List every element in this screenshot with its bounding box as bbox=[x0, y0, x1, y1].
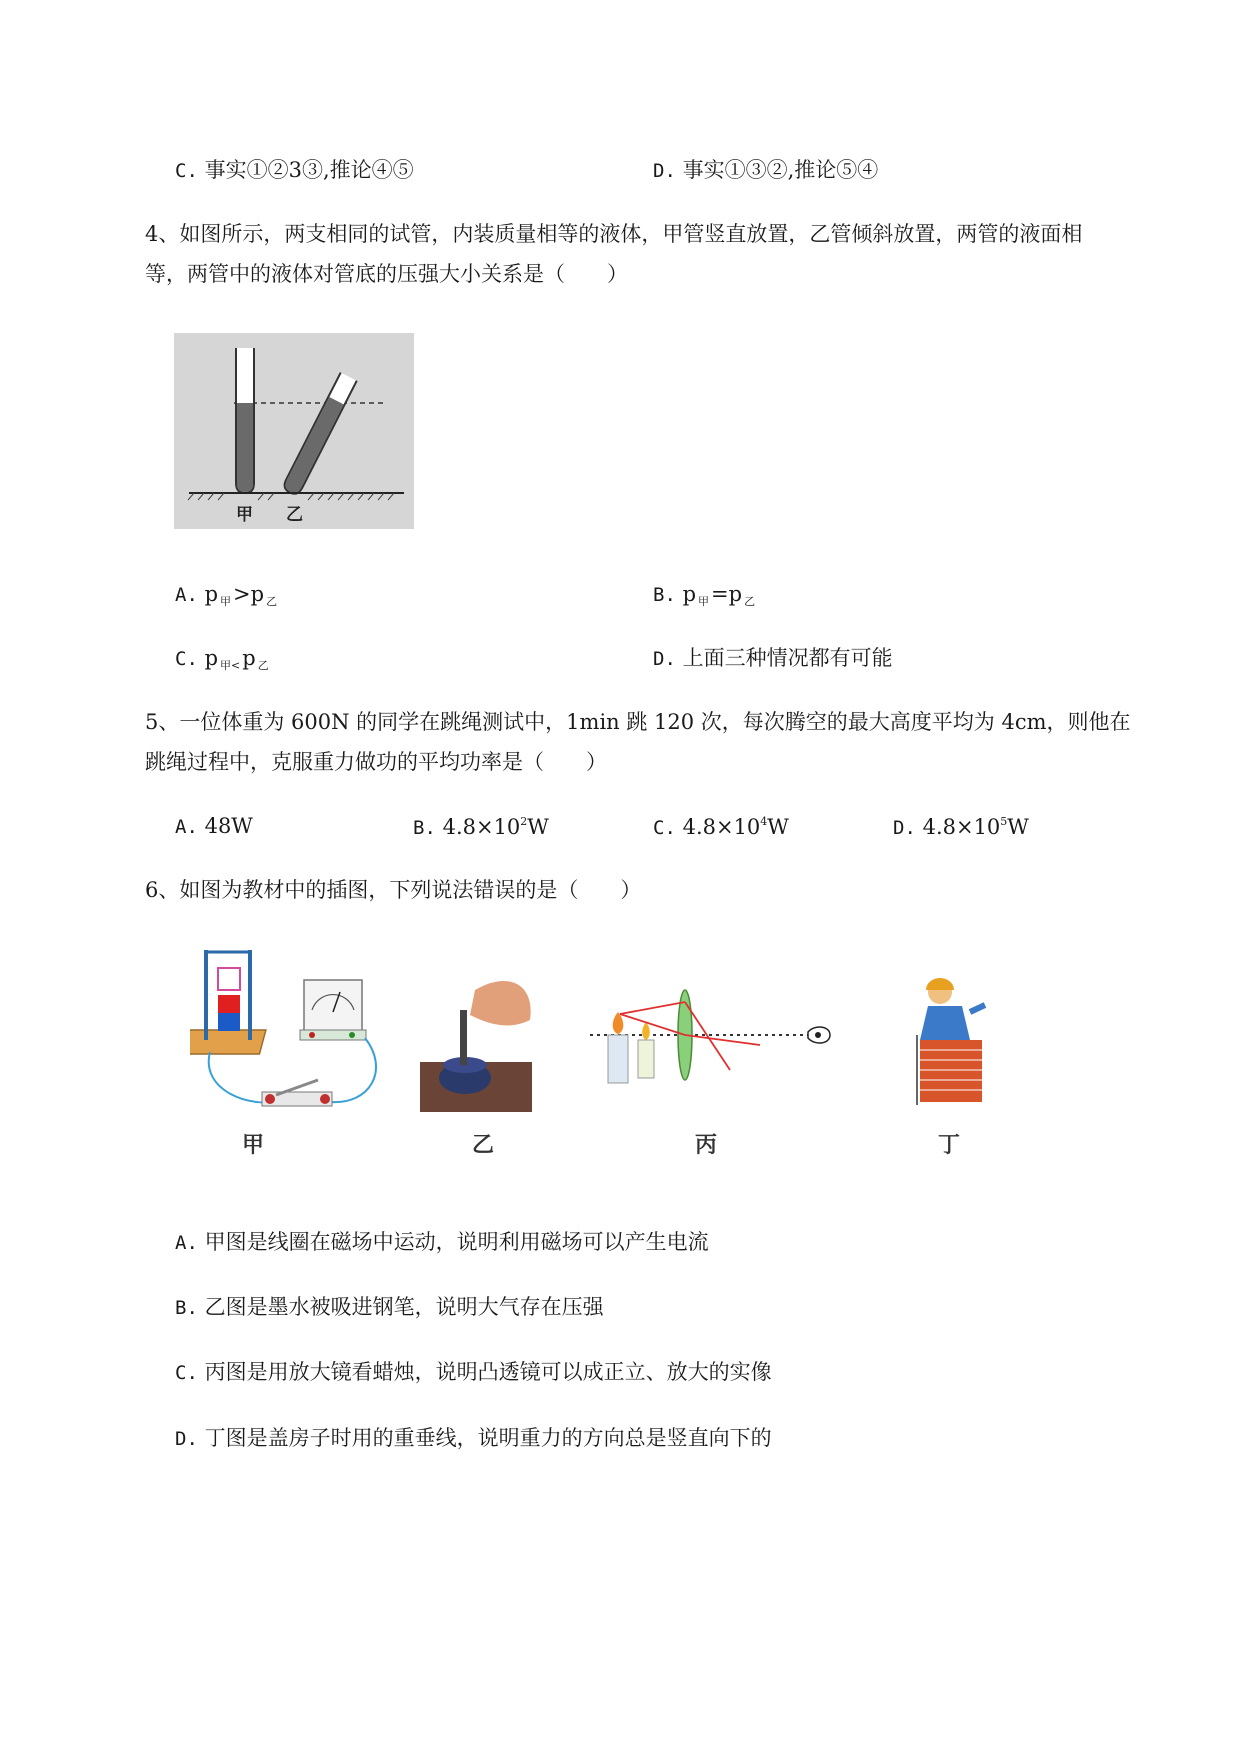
option-label: C. bbox=[175, 648, 198, 670]
q5-option-a bbox=[175, 816, 253, 837]
q3-option-d bbox=[653, 160, 878, 181]
option-label: D. bbox=[175, 1428, 198, 1450]
pressure-symbol: p bbox=[682, 582, 697, 606]
q6-option-c bbox=[175, 1362, 772, 1383]
q6-option-b bbox=[175, 1297, 604, 1318]
pressure-symbol: p bbox=[204, 582, 219, 606]
q4-stem-line1: 4、如图所示，两支相同的试管，内装质量相等的液体，甲管竖直放置，乙管倾斜放置，两管的液面相 bbox=[145, 222, 1083, 246]
option-label: A. bbox=[175, 1232, 198, 1254]
subscript: 甲 bbox=[220, 595, 232, 608]
q6-stem: 6、如图为教材中的插图，下列说法错误的是（ ） bbox=[145, 878, 642, 902]
subscript: 乙 bbox=[266, 595, 278, 608]
option-text: 上面三种情况都有可能 bbox=[682, 646, 893, 670]
fig-label-ding: 丁 bbox=[938, 1133, 961, 1158]
option-text: 48W bbox=[204, 814, 253, 838]
subscript: 乙 bbox=[744, 595, 756, 608]
exponent: 5 bbox=[1000, 815, 1008, 828]
option-text: 丁图是盖房子时用的重垂线，说明重力的方向总是竖直向下的 bbox=[204, 1426, 772, 1450]
option-label: C. bbox=[175, 160, 198, 182]
fig-label-yi: 乙 bbox=[286, 505, 303, 525]
fig-label-yi: 乙 bbox=[472, 1133, 495, 1158]
fig-ding-brick-wall bbox=[917, 978, 985, 1105]
q5-stem-line2: 跳绳过程中，克服重力做功的平均功率是（ ） bbox=[145, 750, 607, 774]
option-text: 事实①③②,推论⑤④ bbox=[682, 158, 879, 182]
fig-label-jia: 甲 bbox=[236, 505, 253, 525]
option-label: B. bbox=[175, 1297, 198, 1319]
unit: W bbox=[527, 815, 549, 839]
fig-bing-lens bbox=[590, 990, 830, 1083]
option-label: D. bbox=[653, 160, 676, 182]
relation: p bbox=[242, 646, 256, 670]
q5-option-d bbox=[893, 816, 1029, 838]
option-base: 4.8×10 bbox=[682, 815, 761, 839]
option-label: C. bbox=[653, 817, 676, 839]
test-tubes-figure bbox=[174, 333, 414, 529]
relation: =p bbox=[711, 582, 743, 606]
pressure-symbol: p bbox=[204, 646, 219, 670]
option-base: 4.8×10 bbox=[442, 815, 521, 839]
option-label: A. bbox=[175, 584, 198, 606]
fig-label-bing: 丙 bbox=[695, 1133, 718, 1158]
subscript: 乙 bbox=[257, 659, 269, 672]
exponent: 4 bbox=[760, 815, 768, 828]
option-label: B. bbox=[653, 584, 676, 606]
fig-label-jia: 甲 bbox=[242, 1133, 265, 1158]
fig-yi-pen-ink bbox=[420, 980, 532, 1112]
option-label: A. bbox=[175, 816, 198, 838]
q6-option-d bbox=[175, 1428, 772, 1449]
q4-stem-line2: 等，两管中的液体对管底的压强大小关系是（ ） bbox=[145, 262, 628, 286]
q3-option-c bbox=[175, 160, 414, 181]
q4-option-d bbox=[653, 648, 893, 669]
option-text: 丙图是用放大镜看蜡烛，说明凸透镜可以成正立、放大的实像 bbox=[204, 1360, 772, 1384]
q4-option-a bbox=[175, 584, 279, 607]
fig-jia-apparatus bbox=[190, 950, 376, 1106]
q4-option-c bbox=[175, 648, 271, 671]
option-label: D. bbox=[893, 817, 916, 839]
subscript: 甲< bbox=[220, 659, 241, 672]
option-label: C. bbox=[175, 1362, 198, 1384]
q5-option-c bbox=[653, 816, 789, 838]
exponent: 2 bbox=[520, 815, 528, 828]
subscript: 甲 bbox=[698, 595, 710, 608]
relation: >p bbox=[233, 582, 265, 606]
q5-stem-line1: 5、一位体重为 600N 的同学在跳绳测试中，1min 跳 120 次，每次腾空的最大高度平均为 4cm，则他在 bbox=[145, 710, 1131, 734]
option-text: 事实①②3③,推论④⑤ bbox=[204, 158, 414, 182]
unit: W bbox=[767, 815, 789, 839]
q5-option-b bbox=[413, 816, 549, 838]
option-label: D. bbox=[653, 648, 676, 670]
textbook-illustrations-figure bbox=[190, 940, 1080, 1170]
option-base: 4.8×10 bbox=[922, 815, 1001, 839]
unit: W bbox=[1007, 815, 1029, 839]
q4-option-b bbox=[653, 584, 757, 607]
option-text: 乙图是墨水被吸进钢笔，说明大气存在压强 bbox=[204, 1295, 604, 1319]
option-text: 甲图是线圈在磁场中运动，说明利用磁场可以产生电流 bbox=[204, 1230, 709, 1254]
option-label: B. bbox=[413, 817, 436, 839]
q6-option-a bbox=[175, 1232, 709, 1253]
